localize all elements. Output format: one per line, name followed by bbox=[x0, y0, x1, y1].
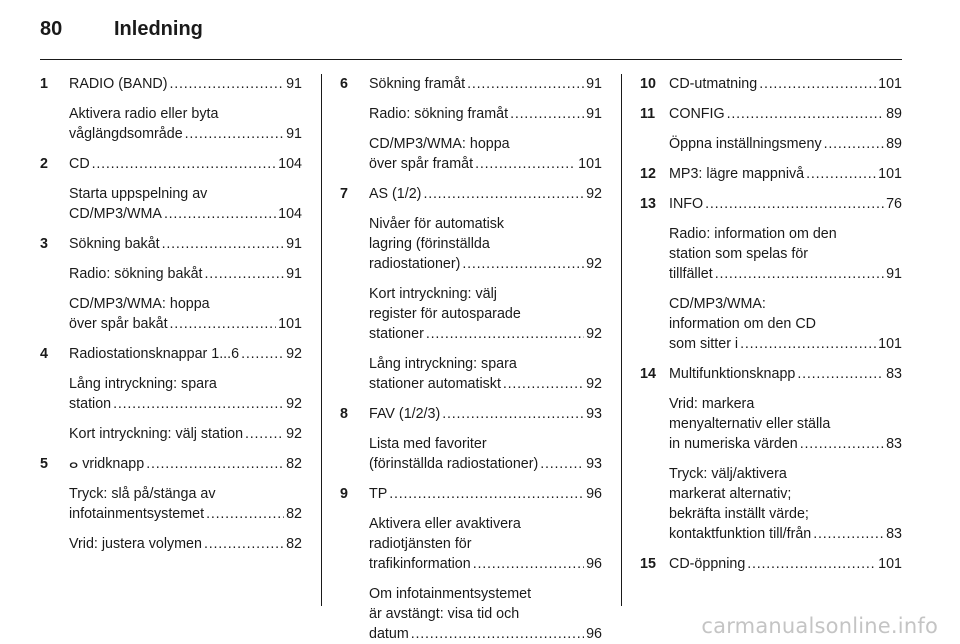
index-entry bbox=[40, 344, 302, 444]
entry-label: Multifunktionsknapp bbox=[669, 366, 796, 382]
toc-line bbox=[669, 194, 902, 214]
toc-line bbox=[369, 104, 602, 124]
entry-label: RADIO (BAND) bbox=[69, 76, 168, 92]
toc-line bbox=[369, 554, 602, 574]
dot-leader bbox=[204, 534, 284, 554]
toc-line bbox=[69, 154, 302, 174]
entry-label: AS (1/2) bbox=[369, 186, 422, 202]
dot-leader bbox=[462, 254, 584, 274]
entry-body bbox=[69, 74, 302, 144]
entry-number: 1 bbox=[40, 76, 48, 92]
page-ref: 76 bbox=[886, 196, 902, 212]
index-entry bbox=[640, 164, 902, 184]
column-1 bbox=[40, 74, 302, 554]
toc-line bbox=[69, 424, 302, 444]
entry-number: 13 bbox=[640, 196, 656, 212]
entry-body bbox=[369, 484, 602, 644]
entry-body bbox=[369, 184, 602, 394]
page-ref: 91 bbox=[586, 76, 602, 92]
page-ref: 83 bbox=[886, 436, 902, 452]
page-ref: 89 bbox=[886, 106, 902, 122]
page-ref: 91 bbox=[286, 76, 302, 92]
page-ref: 92 bbox=[286, 426, 302, 442]
dot-leader bbox=[727, 104, 884, 124]
dot-leader bbox=[241, 344, 284, 364]
dot-leader bbox=[206, 504, 284, 524]
entry-label: INFO bbox=[669, 196, 704, 212]
index-entry bbox=[40, 74, 302, 144]
page-ref: 83 bbox=[886, 366, 902, 382]
entry-label: Sökning framåt bbox=[369, 76, 466, 92]
entry-text-line: Starta uppspelning av bbox=[69, 186, 208, 202]
page-ref: 93 bbox=[586, 456, 602, 472]
entry-number: 5 bbox=[40, 456, 48, 472]
entry-label: Radiostationsknappar 1...6 bbox=[69, 346, 240, 362]
index-entry bbox=[40, 154, 302, 224]
index-entry bbox=[340, 404, 602, 474]
entry-text-line: Aktivera eller avaktivera bbox=[369, 516, 521, 532]
entry-number: 15 bbox=[640, 556, 656, 572]
toc-line bbox=[669, 434, 902, 454]
dot-leader bbox=[510, 104, 584, 124]
entry-label: över spår bakåt bbox=[69, 316, 168, 332]
entry-text-line: Vrid: markera bbox=[669, 396, 755, 412]
entry-label: stationer automatiskt bbox=[369, 376, 501, 392]
entry-text-line: Lång intryckning: spara bbox=[69, 376, 217, 392]
entry-item bbox=[669, 224, 902, 284]
entry-text-line: Aktivera radio eller byta bbox=[69, 106, 219, 122]
entry-text-line: CD/MP3/WMA: hoppa bbox=[69, 296, 210, 312]
entry-label: Sökning bakåt bbox=[69, 236, 160, 252]
toc-line bbox=[369, 484, 602, 504]
toc-line bbox=[69, 124, 302, 144]
entry-body bbox=[669, 194, 902, 354]
dot-leader bbox=[715, 264, 884, 284]
entry-number: 4 bbox=[40, 346, 48, 362]
dot-leader bbox=[185, 124, 284, 144]
dot-leader bbox=[705, 194, 884, 214]
entry-label: ⴰ vridknapp bbox=[69, 456, 145, 472]
entry-label: station bbox=[69, 396, 112, 412]
dot-leader bbox=[503, 374, 584, 394]
entry-number: 11 bbox=[640, 106, 656, 122]
entry-label: (förinställda radiostationer) bbox=[369, 456, 539, 472]
index-entry bbox=[640, 364, 902, 544]
entry-label: Kort intryckning: välj station bbox=[69, 426, 244, 442]
toc-line bbox=[69, 314, 302, 334]
entry-body bbox=[69, 344, 302, 444]
toc-line bbox=[69, 264, 302, 284]
entry-text-line: Tryck: välj/aktivera bbox=[669, 466, 787, 482]
entry-body bbox=[669, 104, 902, 154]
entry-body bbox=[69, 454, 302, 554]
entry-label: CD-öppning bbox=[669, 556, 746, 572]
page-number: 80 bbox=[40, 18, 63, 40]
toc-line bbox=[69, 344, 302, 364]
column-divider bbox=[321, 74, 322, 606]
entry-item bbox=[69, 234, 302, 254]
dot-leader bbox=[806, 164, 876, 184]
index-entry bbox=[640, 74, 902, 94]
entry-text-line: Tryck: slå på/stänga av bbox=[69, 486, 216, 502]
dot-leader bbox=[740, 334, 876, 354]
toc-line bbox=[369, 374, 602, 394]
toc-line bbox=[669, 364, 902, 384]
index-entry bbox=[640, 194, 902, 354]
entry-item bbox=[369, 74, 602, 94]
entry-item bbox=[369, 104, 602, 124]
column-2 bbox=[340, 74, 602, 644]
entry-label: infotainmentsystemet bbox=[69, 506, 205, 522]
index-entry bbox=[340, 74, 602, 174]
toc-line bbox=[369, 74, 602, 94]
entry-label: MP3: lägre mappnivå bbox=[669, 166, 805, 182]
entry-item bbox=[669, 104, 902, 124]
entry-item bbox=[369, 514, 602, 574]
toc-line bbox=[369, 324, 602, 344]
toc-line bbox=[69, 394, 302, 414]
toc-line bbox=[69, 534, 302, 554]
entry-number: 7 bbox=[340, 186, 348, 202]
entry-text-line: Radio: information om den bbox=[669, 226, 837, 242]
dot-leader bbox=[467, 74, 584, 94]
page-ref: 101 bbox=[278, 316, 302, 332]
entry-label: CD/MP3/WMA bbox=[69, 206, 162, 222]
toc-line bbox=[669, 104, 902, 124]
page-ref: 104 bbox=[278, 156, 302, 172]
entry-label: trafikinformation bbox=[369, 556, 471, 572]
dot-leader bbox=[442, 404, 584, 424]
entry-item bbox=[669, 74, 902, 94]
dot-leader bbox=[475, 154, 576, 174]
entry-item bbox=[69, 534, 302, 554]
page-ref: 96 bbox=[586, 486, 602, 502]
page-ref: 101 bbox=[878, 166, 902, 182]
entry-body bbox=[669, 364, 902, 544]
entry-number: 6 bbox=[340, 76, 348, 92]
entry-label: TP bbox=[369, 486, 388, 502]
entry-label: över spår framåt bbox=[369, 156, 474, 172]
entry-label: in numeriska värden bbox=[669, 436, 798, 452]
toc-line bbox=[669, 554, 902, 574]
entry-item bbox=[69, 454, 302, 474]
column-divider bbox=[621, 74, 622, 606]
entry-item bbox=[69, 344, 302, 364]
entry-text-line: CD/MP3/WMA: hoppa bbox=[369, 136, 510, 152]
entry-item bbox=[669, 294, 902, 354]
entry-number: 9 bbox=[340, 486, 348, 502]
entry-label: Radio: sökning framåt bbox=[369, 106, 509, 122]
page-ref: 101 bbox=[878, 556, 902, 572]
index-entry bbox=[340, 484, 602, 644]
entry-label: FAV (1/2/3) bbox=[369, 406, 441, 422]
dot-leader bbox=[540, 454, 584, 474]
page-ref: 92 bbox=[586, 376, 602, 392]
entry-text-line: radiotjänsten för bbox=[369, 536, 472, 552]
entry-text-line: register för autosparade bbox=[369, 306, 521, 322]
page-ref: 82 bbox=[286, 536, 302, 552]
entry-item bbox=[69, 184, 302, 224]
index-entry bbox=[640, 104, 902, 154]
dot-leader bbox=[162, 234, 284, 254]
page-ref: 82 bbox=[286, 456, 302, 472]
page-ref: 96 bbox=[586, 556, 602, 572]
page-ref: 91 bbox=[286, 236, 302, 252]
entry-label: Öppna inställningsmeny bbox=[669, 136, 822, 152]
entry-item bbox=[69, 154, 302, 174]
dot-leader bbox=[411, 624, 584, 644]
entry-item bbox=[69, 264, 302, 284]
entry-text-line: Lista med favoriter bbox=[369, 436, 487, 452]
entry-item bbox=[369, 354, 602, 394]
toc-line bbox=[669, 524, 902, 544]
entry-item bbox=[669, 464, 902, 544]
entry-text-line: station som spelas för bbox=[669, 246, 809, 262]
toc-line bbox=[669, 74, 902, 94]
entry-item bbox=[369, 134, 602, 174]
dot-leader bbox=[423, 184, 584, 204]
entry-label: CONFIG bbox=[669, 106, 725, 122]
entry-number: 12 bbox=[640, 166, 656, 182]
page-ref: 91 bbox=[886, 266, 902, 282]
entry-label: Radio: sökning bakåt bbox=[69, 266, 203, 282]
entry-body bbox=[69, 234, 302, 334]
entry-number: 10 bbox=[640, 76, 656, 92]
entry-body bbox=[69, 154, 302, 224]
dot-leader bbox=[473, 554, 584, 574]
entry-text-line: information om den CD bbox=[669, 316, 817, 332]
header-rule bbox=[40, 59, 902, 60]
entry-body bbox=[369, 404, 602, 474]
dot-leader bbox=[170, 74, 285, 94]
entry-item bbox=[69, 104, 302, 144]
entry-item bbox=[369, 284, 602, 344]
page-ref: 93 bbox=[586, 406, 602, 422]
toc-line bbox=[669, 164, 902, 184]
entry-text-line: markerat alternativ; bbox=[669, 486, 792, 502]
entry-body bbox=[669, 554, 902, 574]
entry-text-line: menyalternativ eller ställa bbox=[669, 416, 831, 432]
dot-leader bbox=[813, 524, 884, 544]
page-ref: 101 bbox=[878, 76, 902, 92]
entry-item bbox=[669, 134, 902, 154]
entry-label: våglängdsområde bbox=[69, 126, 183, 142]
entry-body bbox=[669, 164, 902, 184]
entry-number: 8 bbox=[340, 406, 348, 422]
dot-leader bbox=[824, 134, 885, 154]
entry-text-line: är avstängt: visa tid och bbox=[369, 606, 520, 622]
index-entry bbox=[640, 554, 902, 574]
entry-label: tillfället bbox=[669, 266, 713, 282]
toc-line bbox=[369, 254, 602, 274]
page-ref: 91 bbox=[286, 126, 302, 142]
dot-leader bbox=[113, 394, 284, 414]
dot-leader bbox=[170, 314, 277, 334]
dot-leader bbox=[389, 484, 584, 504]
entry-text-line: Kort intryckning: välj bbox=[369, 286, 497, 302]
index-entry bbox=[340, 184, 602, 394]
page-ref: 92 bbox=[286, 346, 302, 362]
page-ref: 92 bbox=[586, 186, 602, 202]
page-ref: 91 bbox=[586, 106, 602, 122]
dot-leader bbox=[759, 74, 876, 94]
page-ref: 101 bbox=[578, 156, 602, 172]
toc-line bbox=[69, 234, 302, 254]
page-ref: 92 bbox=[586, 326, 602, 342]
entry-item bbox=[69, 74, 302, 94]
dot-leader bbox=[92, 154, 276, 174]
column-3 bbox=[640, 74, 902, 574]
entry-item bbox=[69, 374, 302, 414]
page-ref: 92 bbox=[586, 256, 602, 272]
index-entry bbox=[40, 454, 302, 554]
dot-leader bbox=[164, 204, 276, 224]
entry-label: radiostationer) bbox=[369, 256, 461, 272]
entry-item bbox=[369, 484, 602, 504]
toc-line bbox=[369, 184, 602, 204]
toc-line bbox=[69, 204, 302, 224]
page-ref: 89 bbox=[886, 136, 902, 152]
dot-leader bbox=[800, 434, 884, 454]
entry-label: som sitter i bbox=[669, 336, 739, 352]
page-ref: 83 bbox=[886, 526, 902, 542]
entry-number: 3 bbox=[40, 236, 48, 252]
page-ref: 96 bbox=[586, 626, 602, 642]
entry-label: CD bbox=[69, 156, 90, 172]
dot-leader bbox=[797, 364, 884, 384]
toc-line bbox=[369, 154, 602, 174]
entry-item bbox=[669, 194, 902, 214]
dot-leader bbox=[146, 454, 284, 474]
dot-leader bbox=[747, 554, 876, 574]
toc-line bbox=[69, 454, 302, 474]
page-ref: 101 bbox=[878, 336, 902, 352]
entry-text-line: Lång intryckning: spara bbox=[369, 356, 517, 372]
entry-text-line: Om infotainmentsystemet bbox=[369, 586, 532, 602]
toc-line bbox=[69, 504, 302, 524]
entry-body bbox=[369, 74, 602, 174]
entry-label: stationer bbox=[369, 326, 424, 342]
entry-item bbox=[369, 434, 602, 474]
entry-item bbox=[669, 164, 902, 184]
entry-item bbox=[669, 554, 902, 574]
entry-item bbox=[69, 294, 302, 334]
entry-item bbox=[669, 394, 902, 454]
entry-item bbox=[69, 484, 302, 524]
entry-item bbox=[369, 214, 602, 274]
entry-text-line: bekräfta inställt värde; bbox=[669, 506, 809, 522]
toc-line bbox=[669, 134, 902, 154]
page-ref: 91 bbox=[286, 266, 302, 282]
entry-item bbox=[669, 364, 902, 384]
entry-text-line: Nivåer för automatisk bbox=[369, 216, 505, 232]
entry-number: 14 bbox=[640, 366, 656, 382]
toc-line bbox=[669, 264, 902, 284]
dot-leader bbox=[245, 424, 284, 444]
dot-leader bbox=[205, 264, 285, 284]
toc-line bbox=[369, 624, 602, 644]
page-title: Inledning bbox=[114, 18, 203, 40]
page-ref: 82 bbox=[286, 506, 302, 522]
toc-line bbox=[69, 74, 302, 94]
entry-label: datum bbox=[369, 626, 409, 642]
dot-leader bbox=[426, 324, 584, 344]
watermark: carmanualsonline.info bbox=[701, 614, 938, 638]
page-ref: 92 bbox=[286, 396, 302, 412]
entry-item bbox=[69, 424, 302, 444]
entry-label: Vrid: justera volymen bbox=[69, 536, 202, 552]
toc-line bbox=[369, 454, 602, 474]
toc-line bbox=[369, 404, 602, 424]
toc-line bbox=[669, 334, 902, 354]
entry-body bbox=[669, 74, 902, 94]
entry-label: kontaktfunktion till/från bbox=[669, 526, 812, 542]
entry-item bbox=[369, 584, 602, 644]
entry-label: CD-utmatning bbox=[669, 76, 758, 92]
entry-number: 2 bbox=[40, 156, 48, 172]
entry-item bbox=[369, 404, 602, 424]
index-entry bbox=[40, 234, 302, 334]
entry-text-line: lagring (förinställda bbox=[369, 236, 490, 252]
page-ref: 104 bbox=[278, 206, 302, 222]
entry-item bbox=[369, 184, 602, 204]
entry-text-line: CD/MP3/WMA: bbox=[669, 296, 766, 312]
